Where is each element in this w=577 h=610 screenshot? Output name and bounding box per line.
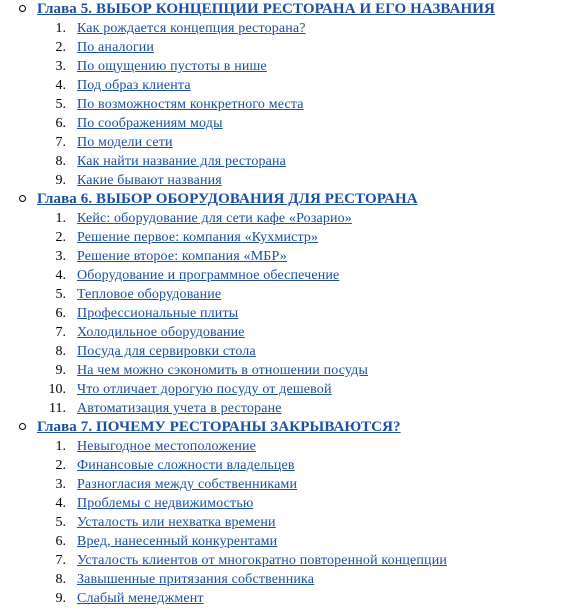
chapter-heading [0, 0, 577, 19]
item-number: 8. [55, 572, 66, 587]
item-link[interactable]: Усталость или нехватка времени [77, 515, 276, 530]
item-number: 1. [55, 439, 66, 454]
item-number: 1. [55, 211, 66, 226]
item-number: 2. [55, 40, 66, 55]
item-number: 6. [55, 116, 66, 131]
hollow-circle-bullet-icon [19, 5, 26, 12]
chapter-7 [0, 418, 577, 608]
chapter-6 [0, 190, 577, 418]
chapter-6-link[interactable]: Глава 6. ВЫБОР ОБОРУДОВАНИЯ ДЛЯ РЕСТОРАНА [37, 191, 418, 207]
item-link[interactable]: Вред, нанесенный конкурентами [77, 534, 278, 549]
chapter-5-link[interactable]: Глава 5. ВЫБОР КОНЦЕПЦИИ РЕСТОРАНА И ЕГО НАЗВАНИЯ [37, 1, 495, 17]
list-item [0, 152, 577, 171]
item-link[interactable]: Решение второе: компания «МБР» [77, 249, 287, 264]
item-number: 4. [55, 496, 66, 511]
list-item [0, 114, 577, 133]
item-number: 3. [55, 59, 66, 74]
item-link[interactable]: По модели сети [77, 135, 173, 150]
item-link[interactable]: Под образ клиента [77, 78, 191, 93]
list-item [0, 133, 577, 152]
list-item [0, 494, 577, 513]
chapter-7-link[interactable]: Глава 7. ПОЧЕМУ РЕСТОРАНЫ ЗАКРЫВАЮТСЯ? [37, 419, 401, 435]
item-link[interactable]: Посуда для сервировки стола [77, 344, 256, 359]
list-item [0, 323, 577, 342]
list-item [0, 551, 577, 570]
item-link[interactable]: Тепловое оборудование [77, 287, 222, 302]
chapter-5 [0, 0, 577, 190]
item-number: 2. [55, 230, 66, 245]
item-number: 9. [55, 591, 66, 606]
item-link[interactable]: Профессиональные плиты [77, 306, 239, 321]
list-item [0, 570, 577, 589]
item-link[interactable]: По аналогии [77, 40, 155, 55]
item-number: 2. [55, 458, 66, 473]
item-number: 7. [55, 553, 66, 568]
item-link[interactable]: Завышенные притязания собственника [77, 572, 315, 587]
list-item [0, 57, 577, 76]
list-item [0, 456, 577, 475]
item-link[interactable]: Невыгодное местоположение [77, 439, 256, 454]
list-item [0, 589, 577, 608]
item-link[interactable]: Как найти название для ресторана [77, 154, 287, 169]
chapter-7-items [0, 437, 577, 608]
list-item [0, 285, 577, 304]
list-item [0, 266, 577, 285]
list-item [0, 304, 577, 323]
item-link[interactable]: По соображениям моды [77, 116, 223, 131]
item-number: 4. [55, 268, 66, 283]
list-item [0, 209, 577, 228]
list-item [0, 38, 577, 57]
item-number: 8. [55, 154, 66, 169]
chapter-6-items [0, 209, 577, 418]
hollow-circle-bullet-icon [19, 195, 26, 202]
list-item [0, 171, 577, 190]
item-link[interactable]: Оборудование и программное обеспечение [77, 268, 340, 283]
list-item [0, 361, 577, 380]
item-number: 6. [55, 306, 66, 321]
item-number: 3. [55, 477, 66, 492]
item-link[interactable]: По возможностям конкретного места [77, 97, 304, 112]
item-number: 8. [55, 344, 66, 359]
item-number: 5. [55, 97, 66, 112]
chapter-5-items [0, 19, 577, 190]
list-item [0, 437, 577, 456]
item-link[interactable]: Какие бывают названия [77, 173, 222, 188]
list-item [0, 342, 577, 361]
item-link[interactable]: Кейс: оборудование для сети кафе «Розарио» [77, 211, 352, 226]
item-number: 3. [55, 249, 66, 264]
item-link[interactable]: Решение первое: компания «Кухмистр» [77, 230, 319, 245]
list-item [0, 228, 577, 247]
item-number: 4. [55, 78, 66, 93]
chapter-heading [0, 418, 577, 437]
list-item [0, 532, 577, 551]
item-number: 7. [55, 325, 66, 340]
list-item [0, 399, 577, 418]
list-item [0, 475, 577, 494]
item-link[interactable]: По ощущению пустоты в нише [77, 59, 267, 74]
list-item [0, 247, 577, 266]
item-number: 11. [49, 401, 66, 416]
item-number: 1. [55, 21, 66, 36]
item-number: 9. [55, 173, 66, 188]
item-number: 10. [48, 382, 66, 397]
item-link[interactable]: На чем можно сэкономить в отношении посуды [77, 363, 369, 378]
item-link[interactable]: Что отличает дорогую посуду от дешевой [77, 382, 332, 397]
item-number: 9. [55, 363, 66, 378]
item-link[interactable]: Проблемы с недвижимостью [77, 496, 254, 511]
list-item [0, 95, 577, 114]
item-link[interactable]: Как рождается концепция ресторана? [77, 21, 306, 36]
item-link[interactable]: Разногласия между собственниками [77, 477, 298, 492]
list-item [0, 19, 577, 38]
item-number: 6. [55, 534, 66, 549]
item-link[interactable]: Холодильное оборудование [77, 325, 245, 340]
item-number: 7. [55, 135, 66, 150]
item-link[interactable]: Финансовые сложности владельцев [77, 458, 295, 473]
list-item [0, 76, 577, 95]
item-link[interactable]: Слабый менеджмент [77, 591, 204, 606]
item-number: 5. [55, 287, 66, 302]
item-link[interactable]: Усталость клиентов от многократно повторенной концепции [77, 553, 447, 568]
item-link[interactable]: Автоматизация учета в ресторане [77, 401, 282, 416]
list-item [0, 513, 577, 532]
chapter-heading [0, 190, 577, 209]
hollow-circle-bullet-icon [19, 423, 26, 430]
list-item [0, 380, 577, 399]
item-number: 5. [55, 515, 66, 530]
